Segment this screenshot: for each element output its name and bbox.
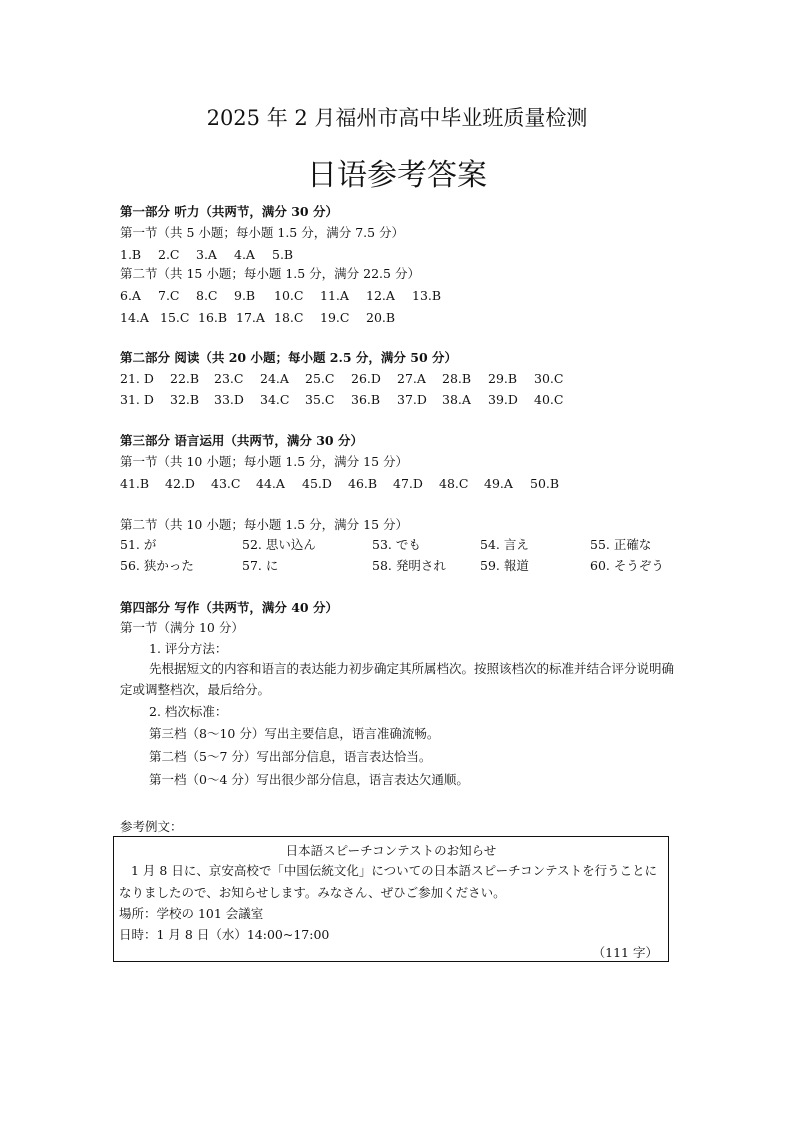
answer-item: 24.A — [260, 371, 289, 386]
answer-item: 4.A — [234, 247, 255, 262]
part3-heading: 第三部分 语言运用（共两节，满分 30 分） — [120, 433, 363, 448]
answer-item: 38.A — [442, 392, 471, 407]
grade-level-3: 第三档（8～10 分）写出主要信息，语言准确流畅。 — [149, 726, 440, 741]
answer-item: 34.C — [260, 392, 290, 407]
answer-item: 8.C — [196, 288, 218, 303]
answer-item: 25.C — [305, 371, 335, 386]
answer-item: 33.D — [214, 392, 244, 407]
answer-item: 47.D — [393, 476, 423, 491]
scoring-method-text: 先根据短文的内容和语言的表达能力初步确定其所属档次。按照该档次的标准并结合评分说明确定或调整档次，最后给分。 — [120, 661, 675, 697]
answer-item: 45.D — [302, 476, 332, 491]
document-subtitle: 日语参考答案 — [307, 158, 487, 193]
grading-standard-title: 2. 档次标准： — [149, 704, 228, 719]
sample-essay-body: 1 月 8 日に、京安高校で「中国伝統文化」についての日本語スピーチコンテストを行うことになりましたので、お知らせします。みなさん、ぜひご参加ください。 — [119, 863, 658, 900]
answer-item: 1.B — [120, 247, 142, 262]
answer-item: 58. 発明され — [372, 558, 446, 573]
answer-item: 46.B — [348, 476, 378, 491]
answer-item: 15.C — [160, 310, 190, 325]
answer-item: 13.B — [412, 288, 442, 303]
answer-item: 42.D — [165, 476, 195, 491]
answer-item: 43.C — [211, 476, 241, 491]
answer-item: 27.A — [397, 371, 426, 386]
answer-item: 55. 正確な — [590, 537, 652, 552]
answer-item: 39.D — [488, 392, 518, 407]
answer-item: 48.C — [439, 476, 469, 491]
document-title: 2025 年 2 月福州市高中毕业班质量检测 — [206, 106, 588, 130]
answer-item: 17.A — [236, 310, 265, 325]
answer-item: 40.C — [534, 392, 564, 407]
answer-item: 53. でも — [372, 537, 421, 552]
sample-essay-time: 日時：1 月 8 日（水）14:00~17:00 — [119, 927, 330, 942]
sample-essay-label: 参考例文： — [120, 819, 183, 834]
answer-item: 18.C — [274, 310, 304, 325]
part4-sec1-heading: 第一节（满分 10 分） — [120, 620, 244, 635]
answer-item: 19.C — [320, 310, 350, 325]
answer-item: 20.B — [366, 310, 396, 325]
answer-item: 32.B — [170, 392, 200, 407]
answer-item: 44.A — [256, 476, 285, 491]
answer-item: 31. D — [120, 392, 154, 407]
answer-item: 41.B — [120, 476, 150, 491]
scoring-method-title: 1. 评分方法： — [149, 641, 228, 656]
answer-item: 54. 言え — [480, 537, 529, 552]
answer-item: 6.A — [120, 288, 141, 303]
answer-item: 57. に — [242, 558, 279, 573]
answer-item: 50.B — [530, 476, 560, 491]
answer-item: 28.B — [442, 371, 472, 386]
answer-item: 16.B — [198, 310, 228, 325]
part2-heading: 第二部分 阅读（共 20 小题；每小题 2.5 分，满分 50 分） — [120, 350, 458, 365]
answer-item: 23.C — [214, 371, 244, 386]
answer-item: 2.C — [158, 247, 180, 262]
part4-heading: 第四部分 写作（共两节，满分 40 分） — [120, 600, 338, 615]
part3-sec2-heading: 第二节（共 10 小题；每小题 1.5 分，满分 15 分） — [120, 517, 409, 532]
part1-sec1-heading: 第一节（共 5 小题；每小题 1.5 分，满分 7.5 分） — [120, 225, 405, 240]
grade-level-1: 第一档（0～4 分）写出很少部分信息，语言表达欠通顺。 — [149, 772, 469, 787]
answer-item: 36.B — [351, 392, 381, 407]
answer-item: 52. 思い込ん — [242, 537, 316, 552]
answer-item: 26.D — [351, 371, 381, 386]
answer-item: 10.C — [274, 288, 304, 303]
answer-item: 21. D — [120, 371, 154, 386]
answer-item: 35.C — [305, 392, 335, 407]
answer-item: 49.A — [484, 476, 513, 491]
part1-heading: 第一部分 听力（共两节，满分 30 分） — [120, 204, 338, 219]
answer-item: 5.B — [272, 247, 294, 262]
sample-essay-box — [113, 836, 669, 962]
answer-item: 3.A — [196, 247, 217, 262]
answer-item: 14.A — [120, 310, 149, 325]
answer-item: 60. そうぞう — [590, 558, 664, 573]
part3-sec1-heading: 第一节（共 10 小题；每小题 1.5 分，满分 15 分） — [120, 454, 409, 469]
part1-sec2-heading: 第二节（共 15 小题；每小题 1.5 分，满分 22.5 分） — [120, 266, 420, 281]
sample-essay-char-count: （111 字） — [592, 945, 658, 960]
answer-item: 7.C — [158, 288, 180, 303]
answer-item: 59. 報道 — [480, 558, 529, 573]
answer-item: 11.A — [320, 288, 349, 303]
answer-item: 51. が — [120, 537, 157, 552]
answer-item: 9.B — [234, 288, 256, 303]
answer-item: 30.C — [534, 371, 564, 386]
answer-item: 37.D — [397, 392, 427, 407]
sample-essay-place: 場所：学校の 101 会議室 — [119, 906, 264, 921]
answer-item: 56. 狭かった — [120, 558, 194, 573]
grade-level-2: 第二档（5～7 分）写出部分信息，语言表达恰当。 — [149, 749, 432, 764]
answer-item: 29.B — [488, 371, 518, 386]
answer-item: 12.A — [366, 288, 395, 303]
answer-item: 22.B — [170, 371, 200, 386]
sample-essay-title: 日本語スピーチコンテストのお知らせ — [285, 843, 497, 858]
